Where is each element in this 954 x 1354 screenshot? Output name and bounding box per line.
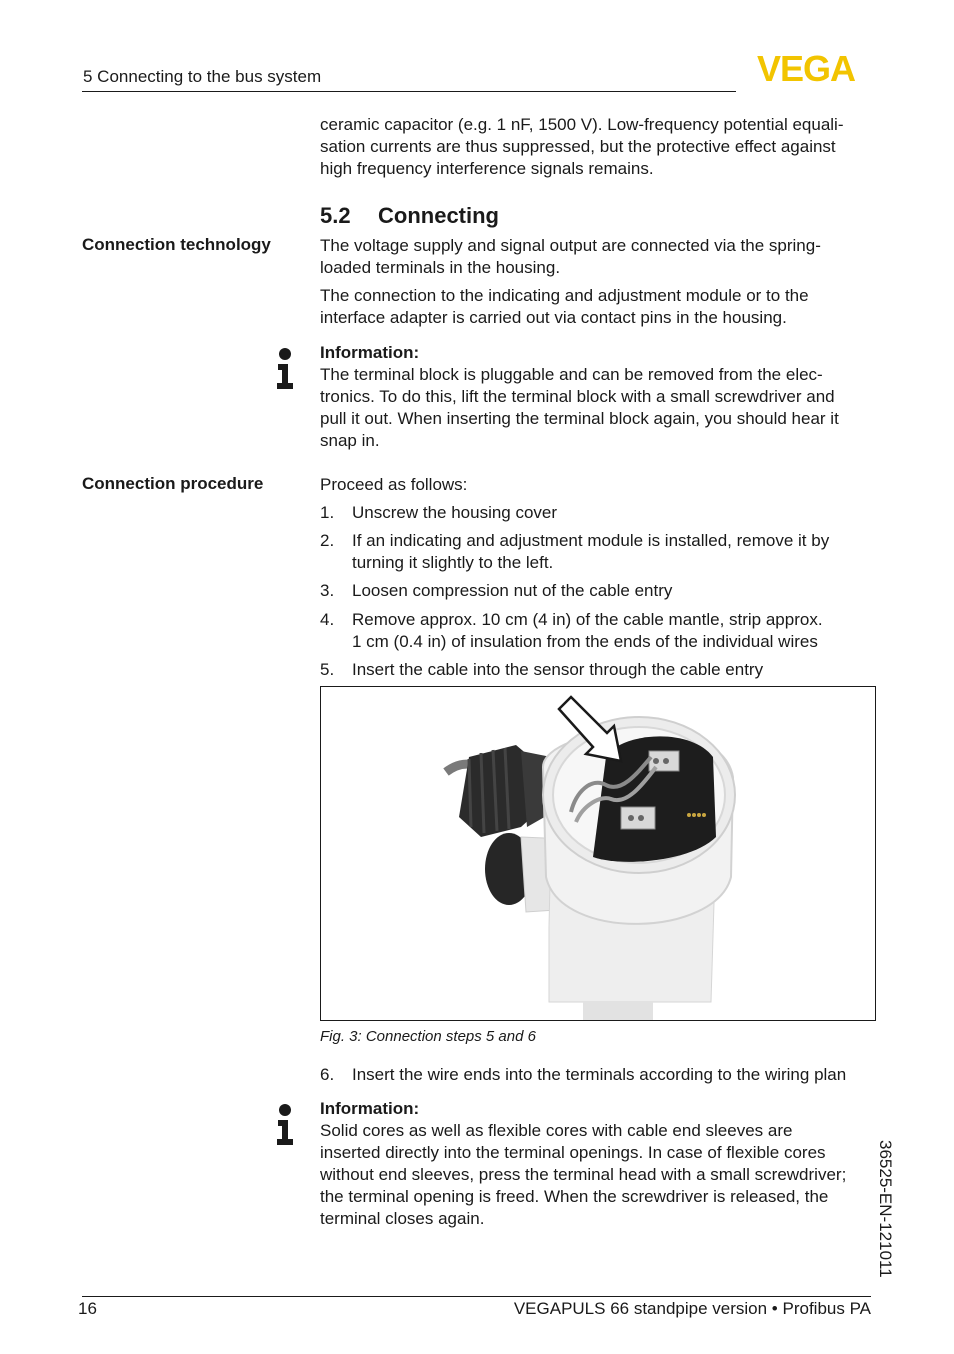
step-text: If an indicating and adjustment module is installed, remove it by turning it slightly to the left. (352, 531, 830, 572)
step-number: 2. (320, 531, 335, 550)
svg-text:VEGA: VEGA (756, 52, 856, 84)
page-number: 16 (78, 1299, 97, 1318)
section-heading (320, 203, 499, 229)
running-header: 5 Connecting to the bus system (83, 67, 322, 86)
figure-caption: Fig. 3: Connection steps 5 and 6 (320, 1028, 536, 1045)
intro-paragraph: ceramic capacitor (e.g. 1 nF, 1500 V). Low-frequency potential equali- sation currents are thus suppressed, but the protective effect against high frequency interference signals remains. (320, 115, 844, 178)
list-item (320, 1064, 876, 1086)
technology-paragraph-1: The voltage supply and signal output are connected via the spring- loaded terminals in the housing. (320, 236, 821, 277)
info-text: Solid cores as well as flexible cores with cable end sleeves are inserted directly into the terminal openings. In case of flexible cores without end sleeves, press the terminal head with a small screwdriver; the terminal opening is freed. When the screwdriver is released, the terminal closes again. (320, 1121, 847, 1228)
info-icon (275, 348, 295, 390)
step-text: Insert the cable into the sensor through the cable entry (352, 660, 764, 679)
info-text: The terminal block is pluggable and can be removed from the elec- tronics. To do this, lift the terminal block with a small screwdriver and pull it out. When inserting the terminal block again, you should hear it snap in. (320, 365, 839, 450)
procedure-lead: Proceed as follows: (320, 475, 468, 494)
step-number: 3. (320, 581, 335, 600)
list-item (320, 659, 876, 681)
footer-title: VEGAPULS 66 standpipe version • Profibus PA (513, 1299, 871, 1318)
info-title: Information: (320, 1099, 420, 1118)
technology-paragraph-2: The connection to the indicating and adjustment module or to the interface adapter is carried out via contact pins in the housing. (320, 286, 809, 327)
list-item (320, 502, 876, 524)
figure-connection-steps (320, 686, 876, 1021)
step-number: 5. (320, 660, 335, 679)
sidelabel-connection-procedure: Connection procedure (82, 474, 264, 493)
svg-text:36525-EN-121011: 36525-EN-121011 (876, 1140, 895, 1278)
step-text: Remove approx. 10 cm (4 in) of the cable mantle, strip approx. 1 cm (0.4 in) of insulation from the ends of the individual wires (352, 610, 823, 651)
step-number: 4. (320, 610, 335, 629)
info-title: Information: (320, 343, 420, 362)
info-icon (275, 1104, 295, 1146)
section-number: 5.2 (320, 203, 351, 228)
list-item (320, 530, 876, 574)
vega-logo (740, 52, 872, 84)
sidelabel-connection-technology: Connection technology (82, 235, 271, 254)
step-text: Loosen compression nut of the cable entry (352, 581, 673, 600)
step-text: Unscrew the housing cover (352, 503, 558, 522)
step-number: 1. (320, 503, 335, 522)
document-code (862, 1138, 910, 1298)
list-item (320, 609, 876, 653)
info-block-2 (320, 1098, 876, 1230)
list-item (320, 580, 876, 602)
step-number: 6. (320, 1065, 335, 1084)
footer-rule (82, 1296, 871, 1297)
header-rule (82, 91, 736, 92)
sensor-housing-illustration (321, 687, 875, 1020)
step-text: Insert the wire ends into the terminals according to the wiring plan (352, 1065, 847, 1084)
info-block-1 (320, 342, 876, 452)
section-title: Connecting (378, 203, 499, 228)
